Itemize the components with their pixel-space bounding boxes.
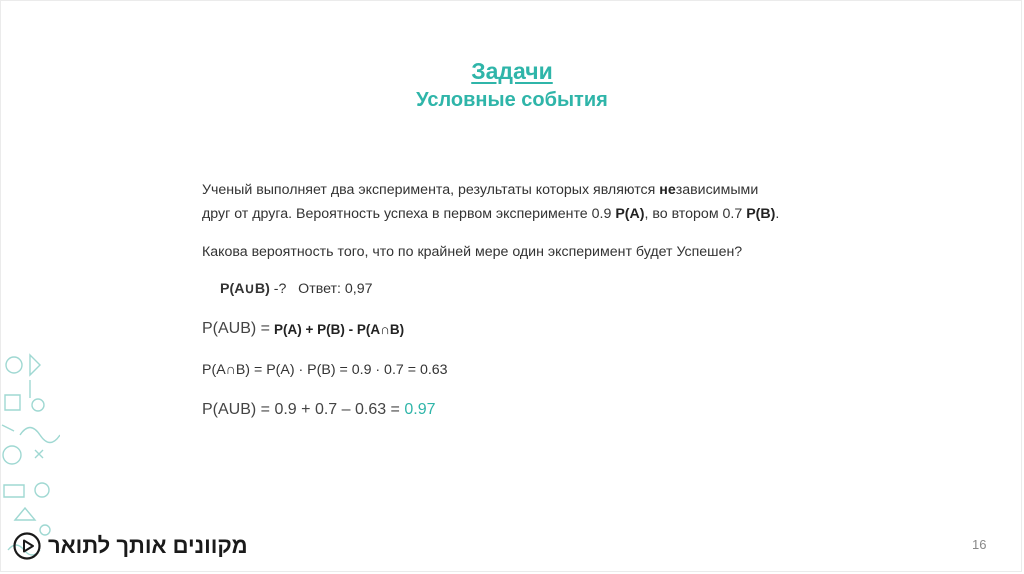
formula-intersection: P(A∩B) = P(A) · P(B) = 0.9 · 0.7 = 0.63 (202, 362, 448, 378)
formula-union-expression: P(A) + P(B) - P(A∩B) (274, 322, 405, 337)
answer-line: P(A∪B) -? Ответ: 0,97 (220, 281, 373, 297)
formula-union-label: P(AUB) = (202, 320, 271, 337)
page-number: 16 (972, 537, 987, 552)
problem-text-line-2: друг от друга. Вероятность успеха в первом эксперименте 0.9 P(A), во втором 0.7 P(B). (202, 206, 780, 222)
formula-result: P(AUB) = 0.9 + 0.7 – 0.63 = 0.97 (202, 401, 436, 418)
slide-subtitle: Условные события (416, 89, 608, 111)
problem-text-line-1: Ученый выполняет два эксперимента, результаты которых являются независимыми (202, 182, 759, 198)
result-value: 0.97 (404, 401, 436, 418)
brand-logo-text: מקוונים אותך לתואר (48, 533, 248, 558)
question-text: Какова вероятность того, что по крайней мере один эксперимент будет Успешен? (202, 244, 743, 260)
play-icon (12, 531, 42, 561)
slide-title: Задачи (471, 58, 553, 84)
brand-logo (12, 527, 248, 565)
